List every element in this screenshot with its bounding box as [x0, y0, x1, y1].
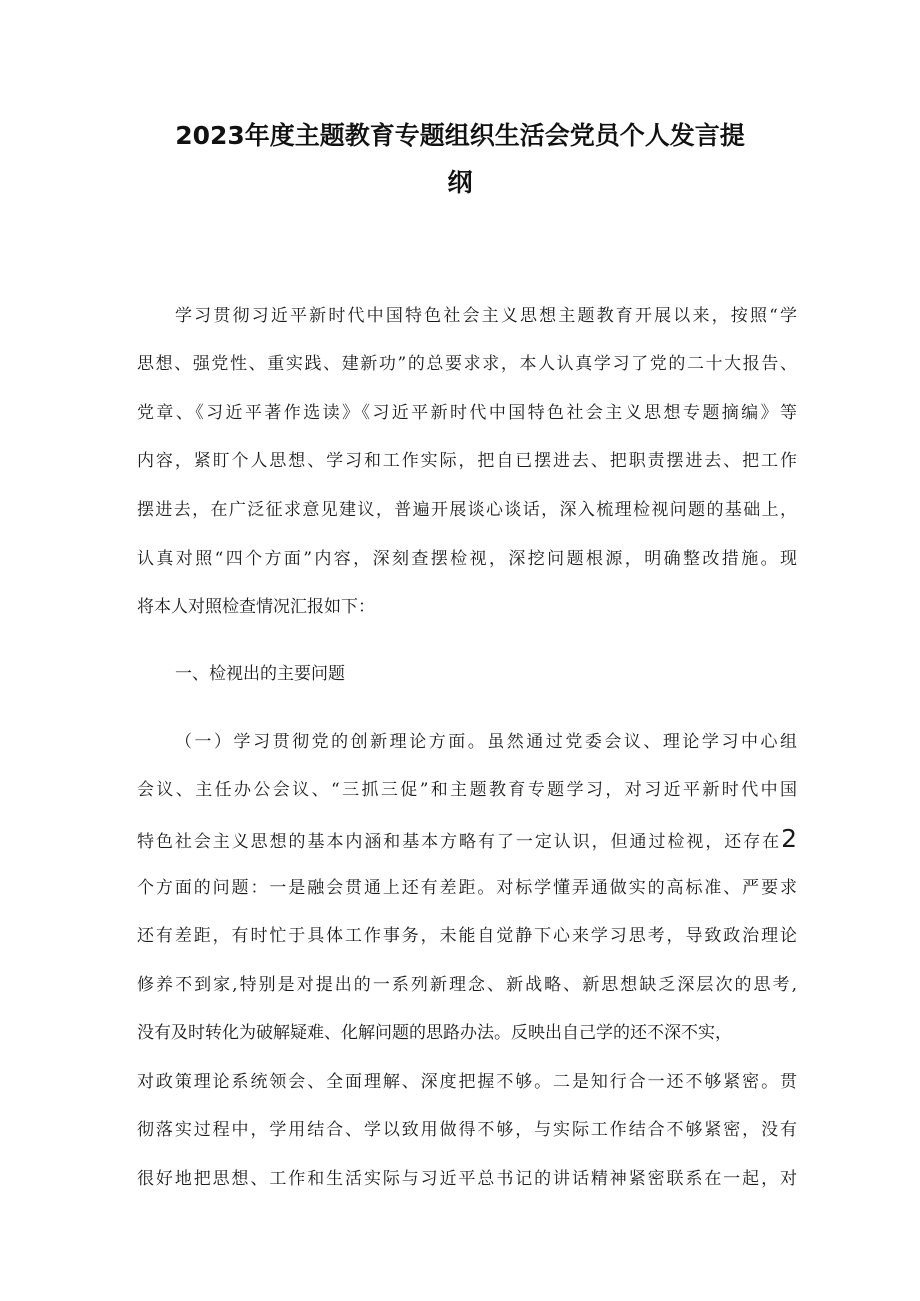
intro-line-4: 内容，紧盯个人思想、学习和工作实际，把自已摆进去、把职责摆进去、把工作 [137, 451, 797, 471]
document-title-line-2: 纲 [447, 168, 473, 197]
body-line-1: （一）学习贯彻党的创新理论方面。虽然通过党委会议、理论学习中心组 [175, 732, 797, 752]
body-line-6: 修养不到家,特别是对提出的一系列新理念、新战略、新思想缺乏深层次的思考, [137, 975, 797, 995]
intro-line-5: 摆进去，在广泛征求意见建议，普遍开展谈心谈话，深入梳理检视问题的基础上， [137, 500, 797, 520]
intro-line-3: 党章、《习近平著作选读》《习近平新时代中国特色社会主义思想专题摘编》等 [137, 403, 797, 423]
intro-line-7: 将本人对照检查情况汇报如下： [137, 597, 375, 617]
body-line-9: 彻落实过程中，学用结合、学以致用做得不够，与实际工作结合不够紧密，没有 [137, 1120, 797, 1140]
document-title-line-1: 2023年度主题教育专题组织生活会党员个人发言提 [175, 121, 745, 150]
body-line-10: 很好地把思想、工作和生活实际与习近平总书记的讲话精神紧密联系在一起，对 [137, 1169, 797, 1189]
intro-line-2: 思想、强党性、重实践、建新功”的总要求求，本人认真学习了党的二十大报告、 [137, 354, 797, 374]
body-line-2: 会议、主任办公会议、“三抓三促”和主题教育专题学习，对习近平新时代中国 [137, 780, 797, 800]
intro-line-1: 学习贯彻习近平新时代中国特色社会主义思想主题教育开展以来，按照“学 [175, 306, 797, 326]
body-line-3-text [137, 824, 797, 854]
intro-line-6: 认真对照“四个方面”内容，深刻查摆检视，深挖问题根源，明确整改措施。现 [137, 549, 797, 569]
inline-number: 2 [781, 824, 797, 853]
body-line-7: 没有及时转化为破解疑难、化解问题的思路办法。反映出自己学的还不深不实， [137, 1023, 732, 1043]
body-line-4: 个方面的问题：一是融会贯通上还有差距。对标学懂弄通做实的高标准、严要求 [137, 878, 797, 898]
body-line-3: 特色社会主义思想的基本内涵和基本方略有了一定认识，但通过检视，还存在 [137, 832, 782, 852]
body-line-5: 还有差距，有时忙于具体工作事务，未能自觉静下心来学习思考，导致政治理论 [137, 926, 797, 946]
section-heading: 一、检视出的主要问题 [175, 664, 345, 684]
body-line-8: 对政策理论系统领会、全面理解、深度把握不够。二是知行合一还不够紧密。贯 [137, 1072, 797, 1092]
